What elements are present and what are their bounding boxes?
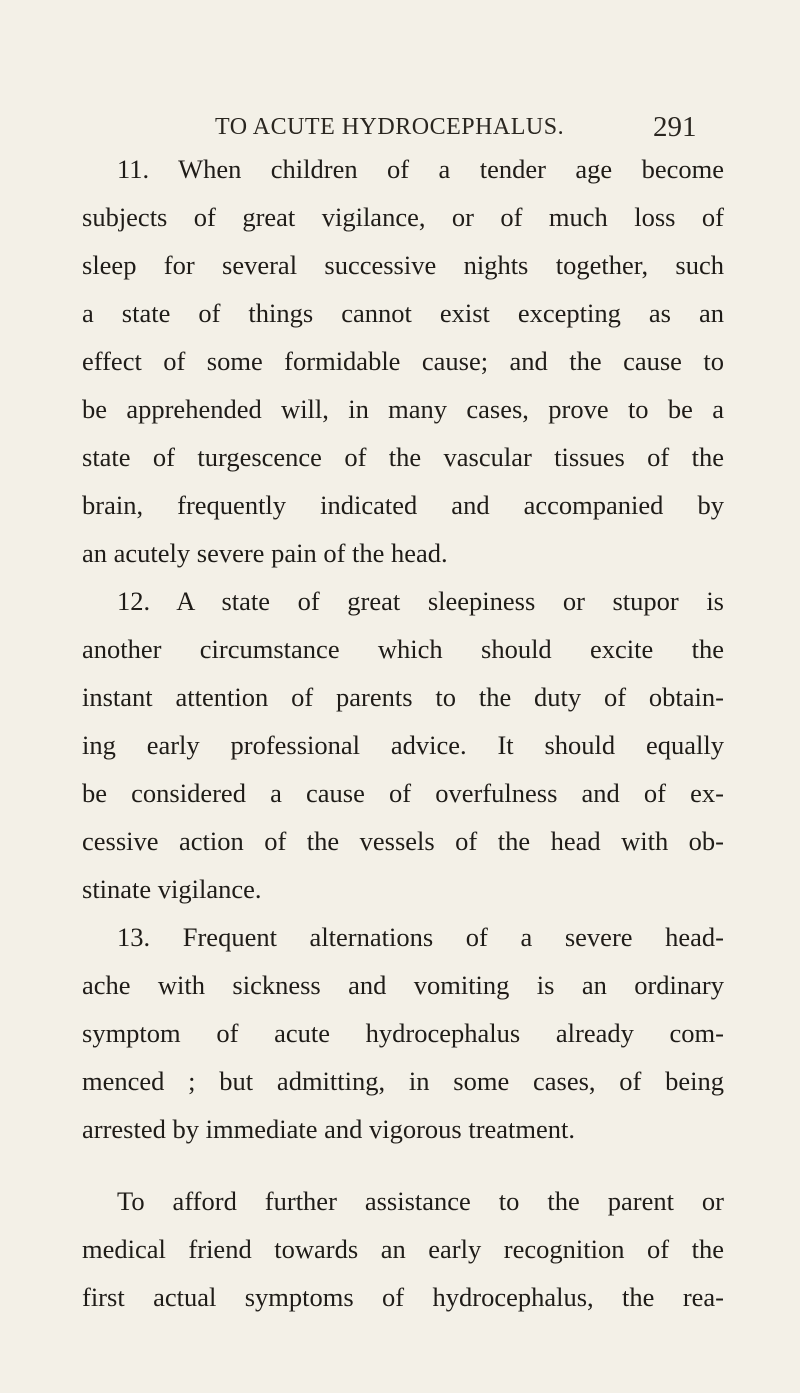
- text-line: state of turgescence of the vascular tissues of the: [82, 442, 724, 472]
- text-line: a state of things cannot exist excepting as an: [82, 298, 724, 328]
- text-line: be considered a cause of overfulness and of ex-: [82, 778, 724, 808]
- text-line: 12. A state of great sleepiness or stupor is: [117, 586, 724, 616]
- text-line: first actual symptoms of hydrocephalus, the rea-: [82, 1282, 724, 1312]
- text-line: ache with sickness and vomiting is an ordinary: [82, 970, 724, 1000]
- text-line: sleep for several successive nights together, such: [82, 250, 724, 280]
- text-line: symptom of acute hydrocephalus already com-: [82, 1018, 724, 1048]
- page-number: 291: [653, 111, 697, 143]
- text-line: subjects of great vigilance, or of much loss of: [82, 202, 724, 232]
- text-line: To afford further assistance to the parent or: [117, 1186, 724, 1216]
- text-line: stinate vigilance.: [82, 874, 262, 904]
- text-line: an acutely severe pain of the head.: [82, 538, 448, 568]
- running-title: TO ACUTE HYDROCEPHALUS.: [215, 114, 565, 140]
- text-line: brain, frequently indicated and accompanied by: [82, 490, 724, 520]
- text-line: instant attention of parents to the duty of obtain-: [82, 682, 724, 712]
- text-line: effect of some formidable cause; and the cause to: [82, 346, 724, 376]
- text-line: 13. Frequent alternations of a severe head-: [117, 922, 724, 952]
- text-line: 11. When children of a tender age become: [117, 154, 724, 184]
- text-line: cessive action of the vessels of the head with ob-: [82, 826, 724, 856]
- text-line: medical friend towards an early recognition of the: [82, 1234, 724, 1264]
- text-line: ing early professional advice. It should equally: [82, 730, 724, 760]
- text-line: be apprehended will, in many cases, prove to be a: [82, 394, 724, 424]
- text-line: menced ; but admitting, in some cases, of being: [82, 1066, 724, 1096]
- text-line: another circumstance which should excite the: [82, 634, 724, 664]
- text-line: arrested by immediate and vigorous treatment.: [82, 1114, 576, 1144]
